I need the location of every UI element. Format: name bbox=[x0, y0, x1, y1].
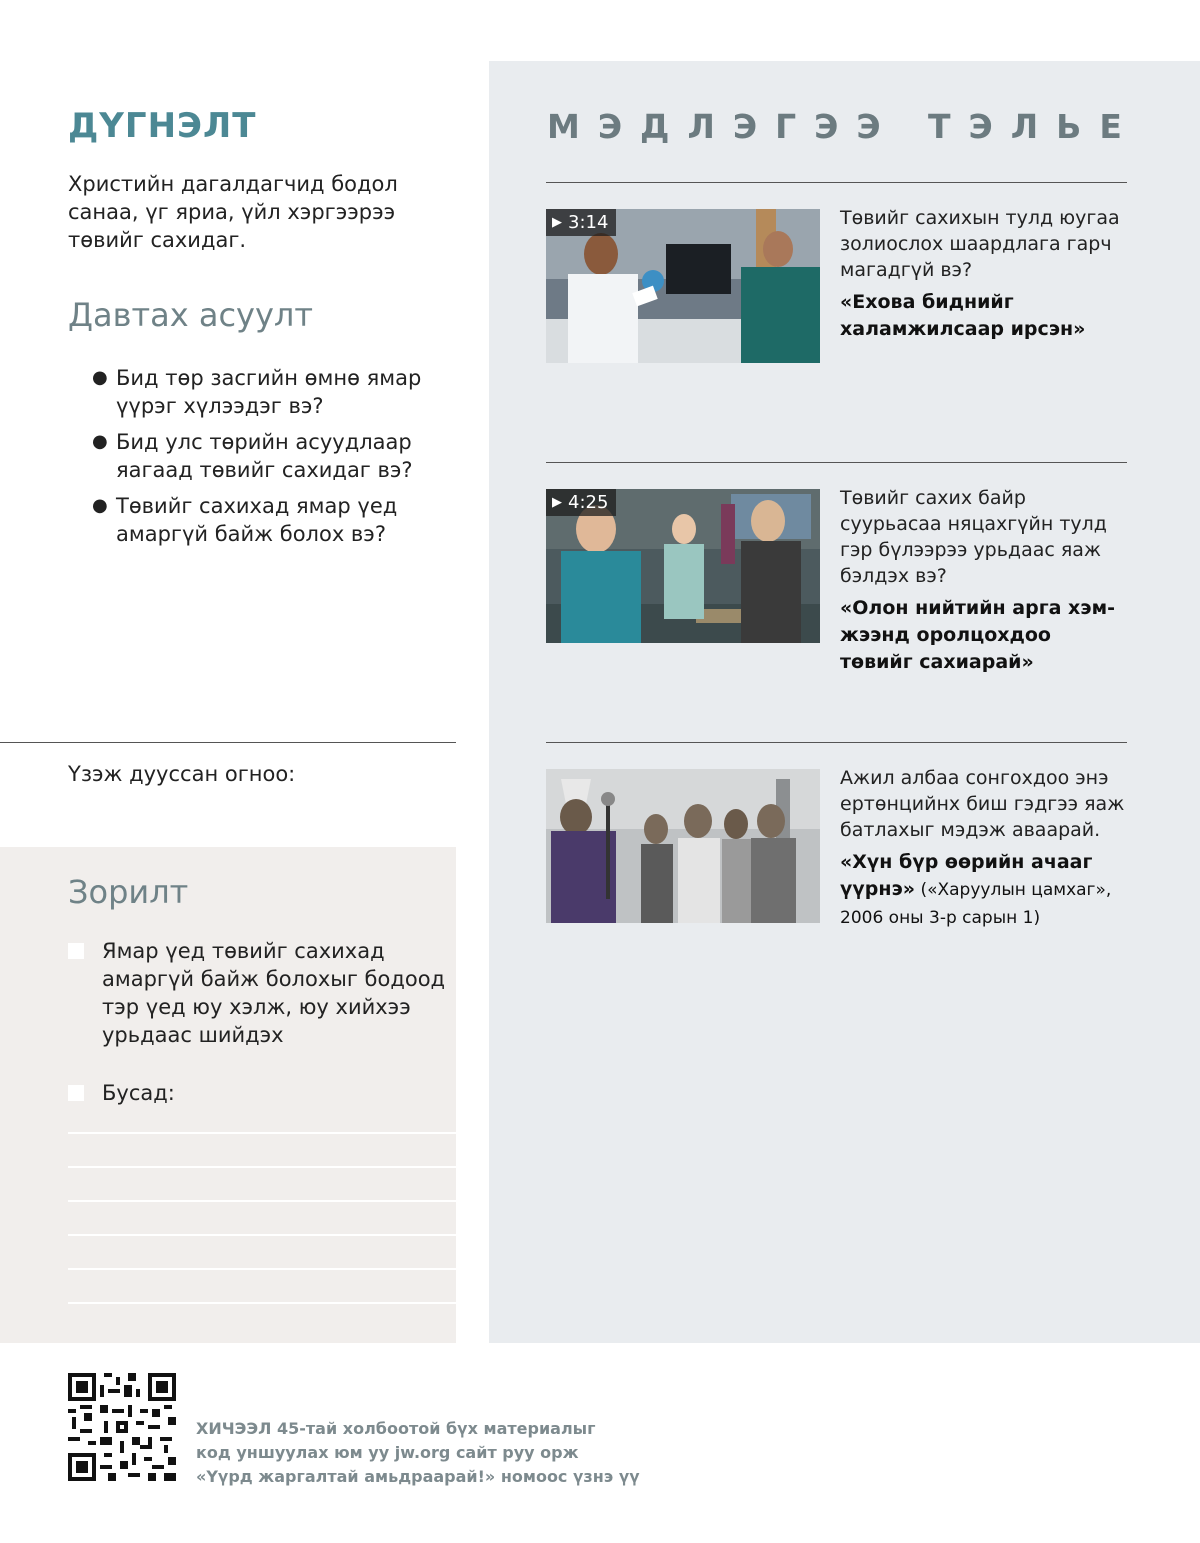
item-question: Ажил албаа сонгохдоо энэ ертөнцийнх биш гэдгээ яаж батлахыг мэдэж аваарай. bbox=[840, 767, 1125, 841]
write-line[interactable] bbox=[68, 1200, 456, 1202]
review-title: Давтах асуулт bbox=[68, 296, 313, 334]
bullet-icon: ● bbox=[92, 431, 108, 452]
explore-item bbox=[840, 765, 1125, 932]
item-question: Төвийг сахих байр суурьасаа няцахгүйн тулд гэр бүлээрээ урьдаас яаж бэлдэх вэ? bbox=[840, 487, 1107, 587]
summary-title: ДҮГНЭЛТ bbox=[68, 106, 257, 146]
review-question: ● Бид улс төрийн асуудлаар яагаад төвийг сахидаг вэ? bbox=[92, 430, 413, 482]
write-line[interactable] bbox=[68, 1166, 456, 1168]
bullet-icon: ● bbox=[92, 495, 108, 516]
goal-title: Зорилт bbox=[68, 873, 189, 911]
write-line[interactable] bbox=[68, 1302, 456, 1304]
goal-item: Ямар үед төвийг сахихад амаргүй байж болохыг бодоод тэр үед юу хэлж, юу хийхээ урьдаас шийдэх bbox=[68, 937, 448, 1049]
review-question: ● Бид төр засгийн өмнө ямар үүрэг хүлээдэг вэ? bbox=[92, 366, 422, 418]
divider bbox=[546, 182, 1127, 183]
video-duration-badge: ▶ 3:14 bbox=[546, 209, 616, 236]
checkbox-icon[interactable] bbox=[68, 943, 84, 959]
goal-section bbox=[0, 847, 456, 1343]
article-thumbnail[interactable] bbox=[546, 769, 820, 923]
video-thumbnail[interactable] bbox=[546, 489, 820, 643]
checkbox-icon[interactable] bbox=[68, 1085, 84, 1101]
divider bbox=[546, 462, 1127, 463]
explore-item bbox=[840, 205, 1125, 343]
qr-code-icon[interactable] bbox=[68, 1373, 176, 1481]
ancient-scene-illustration bbox=[546, 769, 820, 923]
completion-date-label: Үзэж дууссан огноо: bbox=[68, 762, 296, 786]
review-question: ● Төвийг сахихад ямар үед амаргүй байж болох вэ? bbox=[92, 494, 398, 546]
item-link[interactable]: «Хүн бүр өөрийн ачааг үүрнэ» («Харуулын цамхаг», 2006 оны 3-р сарын 1) bbox=[840, 851, 1112, 928]
item-source: («Харуулын цамхаг», 2006 оны 3-р сарын 1) bbox=[840, 880, 1112, 928]
play-icon: ▶ bbox=[552, 215, 562, 230]
write-line[interactable] bbox=[68, 1234, 456, 1236]
item-question: Төвийг сахихын тулд юугаа золиослох шаардлага гарч магадгүй вэ? bbox=[840, 207, 1120, 281]
item-link[interactable]: «Олон нийтийн арга хэмжээнд оролцохдоо төвийг сахиарай» bbox=[840, 597, 1115, 673]
play-icon: ▶ bbox=[552, 495, 562, 510]
explore-item bbox=[840, 485, 1125, 676]
write-line[interactable] bbox=[68, 1268, 456, 1270]
video-duration-badge: ▶ 4:25 bbox=[546, 489, 616, 516]
explore-title: МЭДЛЭГЭЭ ТЭЛЬЕ bbox=[547, 107, 1140, 146]
write-line[interactable] bbox=[68, 1132, 456, 1134]
summary-text: Христийн дагалдагчид бодол санаа, үг яриа, үйл хэргээрээ төвийг сахидаг. bbox=[68, 172, 398, 252]
divider bbox=[0, 742, 456, 743]
item-link[interactable]: «Ехова биднийг халамжилсаар ирсэн» bbox=[840, 291, 1086, 340]
review-question-list bbox=[92, 364, 452, 556]
footer-text: ХИЧЭЭЛ 45-тай холбоотой бүх материалыг код уншуулах юм уу jw.org сайт руу орж «Үүрд жаргалтай амьдраарай!» номоос үзнэ үү bbox=[196, 1419, 640, 1486]
explore-panel bbox=[489, 61, 1200, 1343]
bullet-icon: ● bbox=[92, 367, 108, 388]
goal-item-other: Бусад: bbox=[68, 1079, 448, 1107]
divider bbox=[546, 742, 1127, 743]
video-thumbnail[interactable] bbox=[546, 209, 820, 363]
